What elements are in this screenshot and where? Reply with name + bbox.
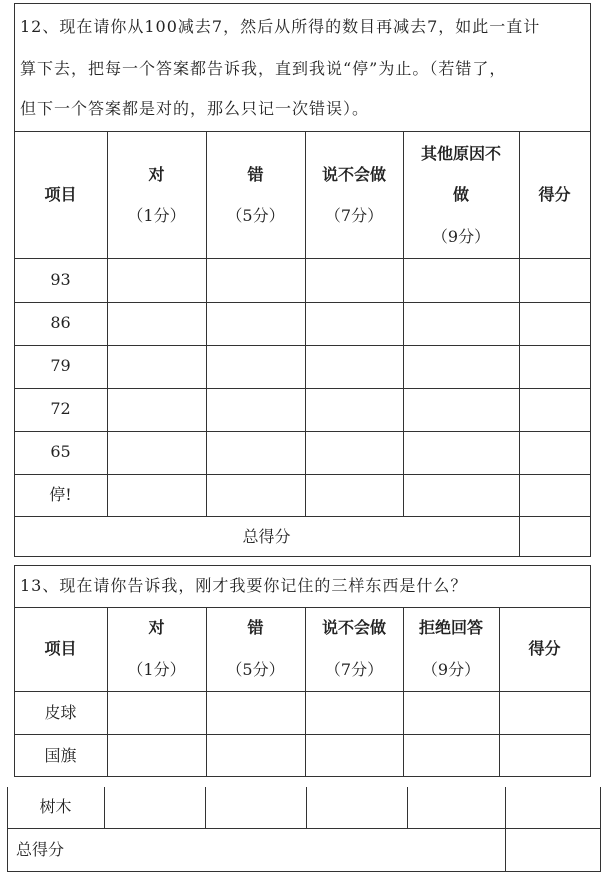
q12-header-other-line-1: 其他原因不 bbox=[420, 144, 501, 163]
q12-header-other-score: （9分） bbox=[431, 227, 491, 246]
q12-prompt-line-1: 12、现在请你从100减去7，然后从所得的数目再减去7，如此一直计 bbox=[20, 17, 541, 36]
q12-header-wrong-score: （5分） bbox=[226, 206, 285, 225]
q12-row-label: 65 bbox=[50, 442, 71, 461]
q12-col-line bbox=[305, 131, 306, 517]
q12-row-label: 72 bbox=[50, 399, 71, 418]
q12-col-line bbox=[206, 131, 207, 517]
q12-line-row bbox=[14, 516, 591, 517]
q13-header-refuse: 拒绝回答 bbox=[418, 618, 483, 637]
q13-row-label: 皮球 bbox=[44, 703, 77, 722]
q12-header-other-line-2: 做 bbox=[452, 185, 469, 204]
q13-header-correct: 对 bbox=[148, 618, 165, 637]
q12-header-cant-say: 说不会做 bbox=[321, 165, 386, 184]
q12-header-item: 项目 bbox=[44, 185, 77, 204]
q13-header-refuse-score: （9分） bbox=[421, 660, 481, 679]
q12-header-correct-score: （1分） bbox=[127, 206, 186, 225]
q13-border-right bbox=[590, 565, 591, 777]
q13c-col-line bbox=[505, 787, 506, 871]
q13-header-item: 项目 bbox=[44, 639, 77, 658]
q13-line-header-bottom bbox=[14, 691, 591, 692]
q12-line-row bbox=[14, 431, 591, 432]
q13-line-row bbox=[14, 734, 591, 735]
q12-row-label: 79 bbox=[50, 356, 71, 375]
q13c-col-line bbox=[407, 787, 408, 828]
q12-row-label: 93 bbox=[50, 270, 71, 289]
q13-row-label: 国旗 bbox=[44, 746, 77, 765]
q13c-line-row bbox=[7, 828, 601, 829]
q12-line-row bbox=[14, 302, 591, 303]
q12-line-prompt-bottom bbox=[14, 131, 591, 132]
q12-col-line bbox=[107, 131, 108, 517]
q13-border-top bbox=[14, 565, 591, 566]
q12-line-header-bottom bbox=[14, 258, 591, 259]
q13c-col-line bbox=[306, 787, 307, 828]
q12-border-bottom bbox=[14, 556, 591, 557]
q12-header-correct: 对 bbox=[148, 165, 165, 184]
q13-header-cant-say: 说不会做 bbox=[321, 618, 386, 637]
q13-header-cant-say-score: （7分） bbox=[324, 660, 384, 679]
q13-header-wrong-score: （5分） bbox=[226, 660, 285, 679]
q13-total-label: 总得分 bbox=[16, 840, 65, 859]
q13-row-label: 树木 bbox=[39, 797, 72, 816]
q13c-border-right bbox=[600, 787, 601, 872]
q12-header-wrong: 错 bbox=[247, 165, 264, 184]
q12-prompt-line-3: 但下一个答案都是对的，那么只记一次错误）。 bbox=[20, 99, 370, 118]
q12-header-score: 得分 bbox=[538, 185, 571, 204]
q12-row-label: 停! bbox=[49, 485, 72, 504]
q12-total-label: 总得分 bbox=[242, 527, 291, 546]
q13-border-bottom bbox=[14, 776, 591, 777]
q13c-col-line bbox=[205, 787, 206, 828]
q13-prompt: 13、现在请你告诉我，刚才我要你记住的三样东西是什么？ bbox=[20, 576, 468, 595]
q12-row-label: 86 bbox=[50, 313, 71, 332]
q13-header-score: 得分 bbox=[528, 639, 561, 658]
q12-line-row bbox=[14, 388, 591, 389]
q13-line-prompt-bottom bbox=[14, 607, 591, 608]
q12-line-row bbox=[14, 345, 591, 346]
q13-col-line bbox=[499, 607, 500, 777]
q13-header-correct-score: （1分） bbox=[127, 660, 186, 679]
q13c-col-line bbox=[104, 787, 105, 828]
q12-prompt-line-2: 算下去，把每一个答案都告诉我，直到我说“停”为止。（若错了， bbox=[20, 59, 507, 78]
q12-line-row bbox=[14, 474, 591, 475]
q12-border-top bbox=[14, 3, 591, 4]
q13-header-wrong: 错 bbox=[247, 618, 264, 637]
q12-header-cant-say-score: （7分） bbox=[324, 206, 384, 225]
